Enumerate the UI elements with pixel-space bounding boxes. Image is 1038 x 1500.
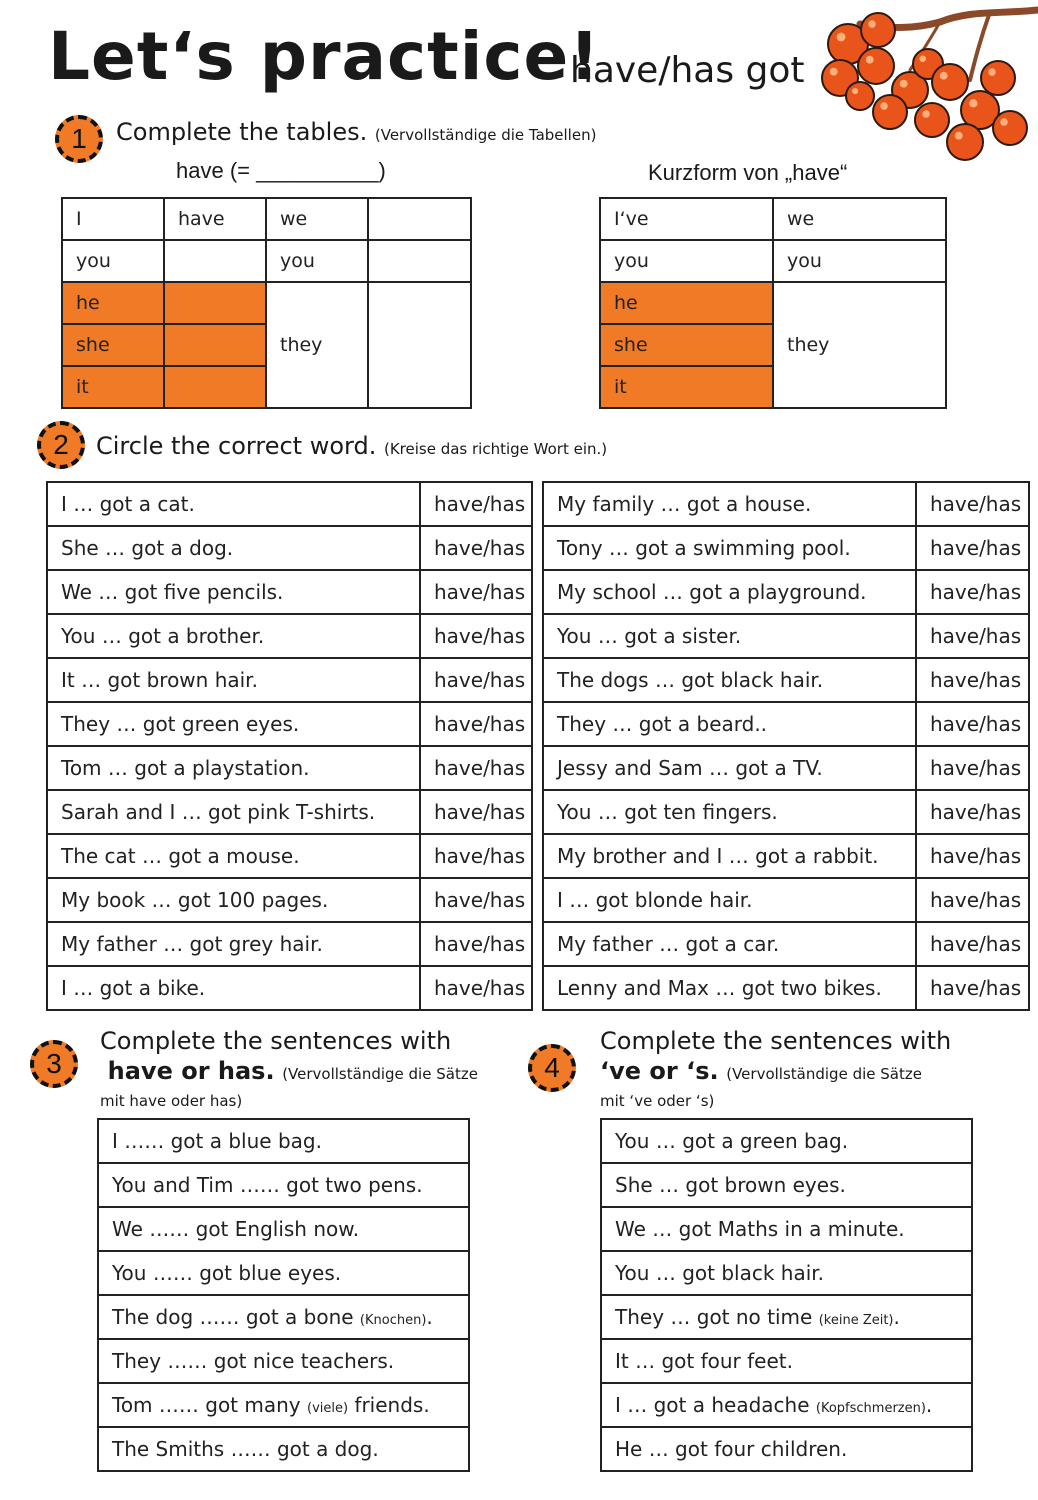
table-have-caption: have (= __________)	[176, 158, 386, 183]
table-row	[543, 570, 1029, 614]
berry	[981, 61, 1015, 95]
sentence-cell: Lenny and Max … got two bikes.	[543, 966, 916, 1010]
sentence-cell[interactable]	[98, 1119, 469, 1163]
berry-highlight	[969, 99, 977, 107]
sentence-cell: We … got five pencils.	[47, 570, 420, 614]
table-row	[47, 746, 532, 790]
table-row	[98, 1119, 469, 1163]
answer-cell[interactable]	[164, 240, 266, 282]
sentence-text: The dog …… got a bone	[112, 1305, 354, 1329]
table-row	[98, 1295, 469, 1339]
sentence-cell: You … got a sister.	[543, 614, 916, 658]
sentence-cell: Sarah and I … got pink T-shirts.	[47, 790, 420, 834]
sentence-text: You … got black hair.	[615, 1261, 824, 1285]
have-has-option[interactable]: have/has	[420, 482, 532, 526]
berry-highlight	[852, 88, 858, 94]
berry	[993, 111, 1027, 145]
have-has-option[interactable]: have/has	[420, 746, 532, 790]
table-row	[47, 966, 532, 1010]
have-has-option[interactable]: have/has	[916, 878, 1029, 922]
table-row	[543, 702, 1029, 746]
section-3-badge: 3	[30, 1040, 78, 1088]
answer-cell[interactable]	[368, 282, 471, 408]
have-has-option[interactable]: have/has	[420, 526, 532, 570]
sentence-cell: She … got a dog.	[47, 526, 420, 570]
berry-highlight	[1000, 118, 1007, 125]
have-has-option[interactable]: have/has	[916, 922, 1029, 966]
sentence-cell: My family … got a house.	[543, 482, 916, 526]
section-4-note-2: mit ‘ve oder ‘s)	[600, 1092, 715, 1110]
table-row	[98, 1163, 469, 1207]
sentence-text: You … got a green bag.	[615, 1129, 849, 1153]
have-has-option[interactable]: have/has	[916, 746, 1029, 790]
table-cell: we	[773, 198, 946, 240]
section-2-note: (Kreise das richtige Wort ein.)	[383, 440, 608, 458]
sentence-cell[interactable]	[98, 1207, 469, 1251]
sentence-end: .	[426, 1305, 433, 1329]
table-short-caption: Kurzform von „have“	[648, 160, 848, 185]
table-row	[47, 526, 532, 570]
table-row	[601, 1119, 972, 1163]
table-cell: she	[62, 324, 164, 366]
table-row	[543, 658, 1029, 702]
table-cell: you	[266, 240, 368, 282]
sentence-cell: Jessy and Sam … got a TV.	[543, 746, 916, 790]
berry	[947, 124, 983, 160]
berry-highlight	[940, 72, 948, 80]
table-row	[600, 282, 946, 324]
sentence-text: I … got a headache	[615, 1393, 810, 1417]
section-4-badge: 4	[528, 1044, 576, 1092]
page-title: Let‘s practice!	[48, 18, 601, 95]
table-cell: I‘ve	[600, 198, 773, 240]
sentence-cell[interactable]	[98, 1251, 469, 1295]
table-cell: they	[266, 282, 368, 408]
table-row	[601, 1251, 972, 1295]
table-row	[47, 482, 532, 526]
section-4-title: Complete the sentences with	[600, 1027, 952, 1055]
section-4-title-bold: ‘ve or ‘s.	[600, 1057, 719, 1085]
table-row	[62, 198, 471, 240]
berry-highlight	[868, 20, 875, 27]
sentence-cell[interactable]	[601, 1427, 972, 1471]
berry	[846, 82, 874, 110]
exercise-2-left	[46, 481, 533, 1011]
table-cell: they	[773, 282, 946, 408]
table-cell: we	[266, 198, 368, 240]
berry-cluster	[822, 13, 1027, 160]
table-cell: he	[600, 282, 773, 324]
sentence-cell: I … got a bike.	[47, 966, 420, 1010]
table-cell: you	[773, 240, 946, 282]
berry	[932, 64, 968, 100]
sentence-cell: Tony … got a swimming pool.	[543, 526, 916, 570]
sentence-text: They …… got nice teachers.	[112, 1349, 395, 1373]
table-row	[98, 1251, 469, 1295]
answer-cell[interactable]	[368, 198, 471, 240]
sentence-cell: Tom … got a playstation.	[47, 746, 420, 790]
berry	[861, 13, 895, 47]
table-row	[47, 878, 532, 922]
table-cell: it	[600, 366, 773, 408]
table-row	[47, 922, 532, 966]
table-row	[543, 922, 1029, 966]
have-has-option[interactable]: have/has	[420, 614, 532, 658]
have-has-option[interactable]: have/has	[916, 834, 1029, 878]
section-1-heading	[116, 118, 596, 146]
section-1-badge: 1	[55, 115, 103, 163]
sentence-cell[interactable]	[601, 1207, 972, 1251]
section-2-heading	[96, 432, 607, 460]
exercise-4	[600, 1118, 973, 1472]
sentence-cell[interactable]	[98, 1383, 469, 1427]
page-subtitle: have/has got	[570, 50, 805, 91]
table-row	[601, 1163, 972, 1207]
section-4-note: (Vervollständige die Sätze	[726, 1065, 922, 1083]
have-has-option[interactable]: have/has	[420, 658, 532, 702]
have-has-option[interactable]: have/has	[916, 614, 1029, 658]
have-has-option[interactable]: have/has	[420, 834, 532, 878]
sentence-cell[interactable]	[601, 1119, 972, 1163]
sentence-cell[interactable]	[98, 1339, 469, 1383]
table-row	[62, 282, 471, 324]
sentence-cell: The cat … got a mouse.	[47, 834, 420, 878]
section-3-note-2: mit have oder has)	[100, 1092, 243, 1110]
table-row	[543, 526, 1029, 570]
table-cell: she	[600, 324, 773, 366]
section-3-note: (Vervollständige die Sätze	[282, 1065, 478, 1083]
have-has-option[interactable]: have/has	[916, 526, 1029, 570]
berries-illustration	[800, 0, 1038, 170]
table-row	[543, 966, 1029, 1010]
sentence-text: We …… got English now.	[112, 1217, 360, 1241]
answer-cell[interactable]	[164, 366, 266, 408]
table-row	[600, 198, 946, 240]
sentence-cell[interactable]	[601, 1295, 972, 1339]
sentence-cell[interactable]	[98, 1163, 469, 1207]
table-row	[543, 746, 1029, 790]
sentence-text: You and Tim …… got two pens.	[112, 1173, 423, 1197]
have-has-option[interactable]: have/has	[916, 966, 1029, 1010]
sentence-cell: My brother and I … got a rabbit.	[543, 834, 916, 878]
berry-highlight	[837, 33, 846, 42]
table-cell: have	[164, 198, 266, 240]
sentence-text: You …… got blue eyes.	[112, 1261, 342, 1285]
table-row	[601, 1339, 972, 1383]
sentence-text: It … got four feet.	[615, 1349, 793, 1373]
sentence-cell: I … got a cat.	[47, 482, 420, 526]
sentence-cell: They … got green eyes.	[47, 702, 420, 746]
berry-highlight	[955, 132, 963, 140]
sentence-end: .	[925, 1393, 933, 1417]
sentence-cell: My school … got a playground.	[543, 570, 916, 614]
table-cell: you	[62, 240, 164, 282]
sentence-end: friends.	[354, 1393, 430, 1417]
have-has-option[interactable]: have/has	[916, 790, 1029, 834]
section-3-title: Complete the sentences with	[100, 1027, 452, 1055]
have-has-option[interactable]: have/has	[420, 790, 532, 834]
have-has-option[interactable]: have/has	[916, 702, 1029, 746]
berry	[858, 48, 894, 84]
translation-note: (Kopfschmerzen)	[815, 1401, 926, 1416]
table-row	[601, 1295, 972, 1339]
exercise-3	[97, 1118, 470, 1472]
have-has-option[interactable]: have/has	[420, 878, 532, 922]
berry	[915, 103, 949, 137]
have-has-option[interactable]: have/has	[916, 482, 1029, 526]
sentence-cell[interactable]	[601, 1339, 972, 1383]
table-row	[47, 702, 532, 746]
have-has-option[interactable]: have/has	[420, 702, 532, 746]
table-row	[98, 1383, 469, 1427]
table-row	[98, 1207, 469, 1251]
sentence-text: He … got four children.	[615, 1437, 848, 1461]
sentence-text: She … got brown eyes.	[615, 1173, 846, 1197]
table-row	[543, 790, 1029, 834]
sentence-cell: I … got blonde hair.	[543, 878, 916, 922]
table-have	[61, 197, 472, 409]
answer-cell[interactable]	[368, 240, 471, 282]
translation-note: (keine Zeit)	[818, 1313, 894, 1328]
answer-cell[interactable]	[164, 282, 266, 324]
section-4-heading	[600, 1026, 951, 1110]
have-has-option[interactable]: have/has	[916, 658, 1029, 702]
section-2-badge: 2	[37, 421, 85, 469]
sentence-cell[interactable]	[98, 1295, 469, 1339]
translation-note: (Knochen)	[359, 1313, 427, 1328]
table-row	[601, 1427, 972, 1471]
table-row	[62, 240, 471, 282]
table-row	[47, 614, 532, 658]
berry-highlight	[830, 68, 838, 76]
table-cell: he	[62, 282, 164, 324]
section-3-heading	[100, 1026, 478, 1110]
have-has-option[interactable]: have/has	[420, 570, 532, 614]
sentence-text: We … got Maths in a minute.	[615, 1217, 905, 1241]
sentence-cell: My father … got grey hair.	[47, 922, 420, 966]
berry-highlight	[922, 110, 929, 117]
berry-highlight	[866, 56, 874, 64]
table-row	[600, 240, 946, 282]
section-1-title: Complete the tables.	[116, 118, 368, 146]
berry-highlight	[919, 55, 926, 62]
sentence-cell[interactable]	[601, 1251, 972, 1295]
sentence-end: .	[893, 1305, 900, 1329]
sentence-cell[interactable]	[98, 1427, 469, 1471]
have-has-option[interactable]: have/has	[916, 570, 1029, 614]
table-row	[601, 1207, 972, 1251]
section-2-title: Circle the correct word.	[96, 432, 377, 460]
sentence-cell: My book … got 100 pages.	[47, 878, 420, 922]
table-cell: you	[600, 240, 773, 282]
sentence-cell[interactable]	[601, 1163, 972, 1207]
table-row	[98, 1427, 469, 1471]
table-row	[543, 878, 1029, 922]
berry-highlight	[880, 102, 887, 109]
answer-cell[interactable]	[164, 324, 266, 366]
sentence-cell: The dogs … got black hair.	[543, 658, 916, 702]
sentence-cell: You … got a brother.	[47, 614, 420, 658]
translation-note: (viele)	[307, 1401, 349, 1416]
table-row	[543, 482, 1029, 526]
sentence-cell[interactable]	[601, 1383, 972, 1427]
sentence-text: Tom …… got many	[112, 1393, 301, 1417]
sentence-text: I …… got a blue bag.	[112, 1129, 322, 1153]
table-row	[47, 658, 532, 702]
have-has-option[interactable]: have/has	[420, 966, 532, 1010]
sentence-text: The Smiths …… got a dog.	[112, 1437, 379, 1461]
section-3-title-bold: have or has.	[107, 1057, 275, 1085]
sentence-cell: My father … got a car.	[543, 922, 916, 966]
sentence-cell: They … got a beard..	[543, 702, 916, 746]
table-cell: it	[62, 366, 164, 408]
table-row	[47, 790, 532, 834]
sentence-cell: It … got brown hair.	[47, 658, 420, 702]
table-row	[543, 614, 1029, 658]
table-cell: I	[62, 198, 164, 240]
table-row	[98, 1339, 469, 1383]
have-has-option[interactable]: have/has	[420, 922, 532, 966]
berry	[873, 95, 907, 129]
exercise-2-right	[542, 481, 1030, 1011]
table-row	[47, 570, 532, 614]
table-row	[543, 834, 1029, 878]
sentence-cell: You … got ten fingers.	[543, 790, 916, 834]
table-row	[47, 834, 532, 878]
section-1-note: (Vervollständige die Tabellen)	[374, 126, 597, 144]
table-row	[601, 1383, 972, 1427]
berry-highlight	[988, 68, 995, 75]
sentence-text: They … got no time	[615, 1305, 813, 1329]
table-short-form	[599, 197, 947, 409]
berry-highlight	[900, 80, 908, 88]
